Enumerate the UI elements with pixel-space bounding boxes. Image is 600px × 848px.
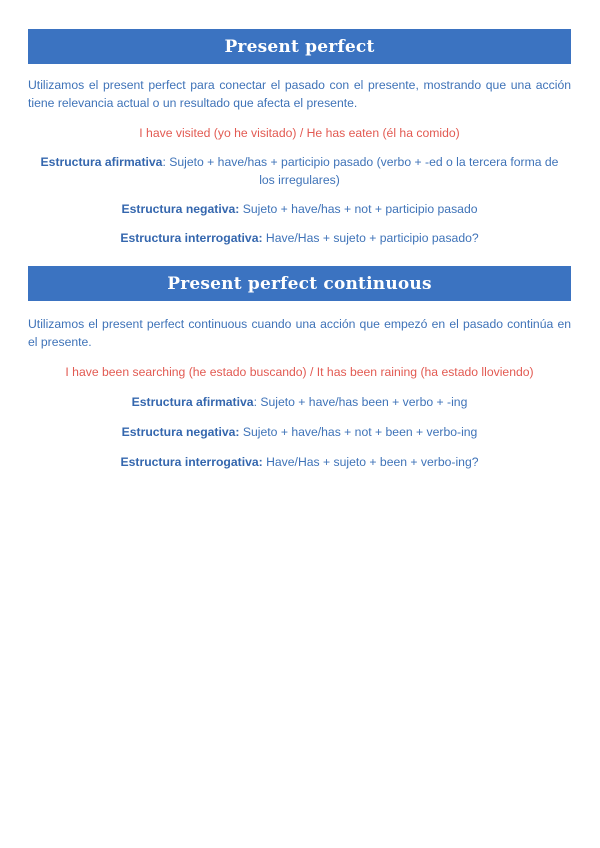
intro-paragraph: Utilizamos el present perfect para conectar el pasado con el presente, mostrando que una acción tiene relevancia actual o un resultado que afecta el presente. xyxy=(28,78,571,110)
negative-label: Estructura negativa: xyxy=(121,425,240,439)
negative-text: Sujeto + have/has + not + been + verbo-ing xyxy=(239,425,478,439)
interrogative-label: Estructura interrogativa: xyxy=(120,455,263,469)
negative-text: Sujeto + have/has + not + participio pasado xyxy=(239,202,478,216)
example-sentence: I have visited (yo he visitado) / He has eaten (él ha comido) xyxy=(139,126,460,140)
negative-label: Estructura negativa: xyxy=(121,202,240,216)
section-present-perfect-continuous xyxy=(28,266,571,471)
negative-structure xyxy=(28,200,571,218)
affirmative-structure xyxy=(28,153,571,189)
negative-structure xyxy=(28,423,571,441)
example-sentence: I have been searching (he estado buscando) / It has been raining (ha estado lloviendo) xyxy=(65,365,534,379)
interrogative-structure xyxy=(28,229,571,247)
affirmative-text: : Sujeto + have/has + participio pasado (verbo + -ed o la tercera forma de los irregulares) xyxy=(162,155,559,187)
intro-paragraph: Utilizamos el present perfect continuous cuando una acción que empezó en el pasado continúa en el presente. xyxy=(28,317,571,349)
section-title-banner: Present perfect xyxy=(28,29,571,64)
interrogative-text: Have/Has + sujeto + been + verbo-ing? xyxy=(262,455,479,469)
section-title-banner: Present perfect continuous xyxy=(28,266,571,301)
affirmative-structure xyxy=(28,393,571,411)
section-present-perfect xyxy=(28,29,571,247)
affirmative-label: Estructura afirmativa xyxy=(40,155,163,169)
affirmative-text: : Sujeto + have/has been + verbo + -ing xyxy=(253,395,468,409)
affirmative-label: Estructura afirmativa xyxy=(131,395,254,409)
interrogative-text: Have/Has + sujeto + participio pasado? xyxy=(262,231,479,245)
interrogative-structure xyxy=(28,453,571,471)
interrogative-label: Estructura interrogativa: xyxy=(120,231,263,245)
